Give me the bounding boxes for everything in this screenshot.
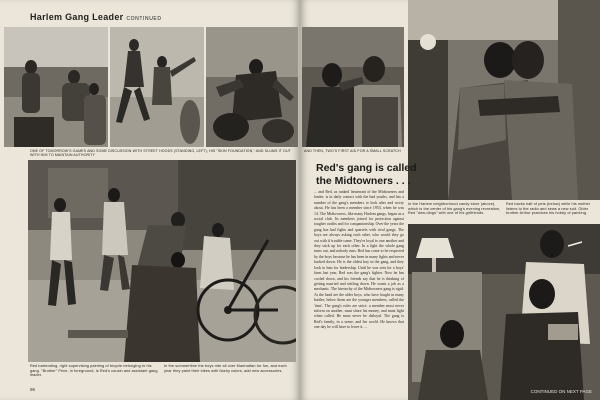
article-body-text: ... and Red, as ranked lieutenant of the Midtowners and leader, is in daily contact with the bad youths, and has a number of the gang's members to look after and worry about. He has been a member since 1953, when he was 14. The Midtowners, like many Harlem gangs, began as a social club. Its members joined for protection against tougher outfits and for companionship. Over the years the gang has had fights and quarrels with rival gangs. The boys are always asking each other, who would they go out with if trouble came. They're loyal to one another and they stick up for each other. In a fight the whole gang turns out, and nobody runs. Red has come to be respected by the boys because he has been in many fights and never backed down. He is the oldest boy in the gang, and they look to him for leadership. Until he was sent for a boys' farm last year, Red was the gang's fighter. Now he has cooled down, and his friends say that he is thinking of getting married and settling down. He wants a job as a mechanic. The hierarchy of the Midtowners gang is rigid. At the head are the older boys, who have fought in many battles; below them are the younger members, called the 'tims'. The gang's rules are strict: a member must never inform on another, must share his money, and must fight when called. He must never be disloyal. The gang is Red's family, in a sense, and his world. He knows that one day he will have to leave it. ... [314,190,404,330]
photo-candy-store-couple [408,0,600,200]
family-photo-caption: Red backs half of pets (below) while his mother listens to the radio and sews a new suit. Older brother Arthur practices his hobby of painting. [506,202,591,216]
top-photo-caption: ONE OF TOMORROW'S GAMES AND SOME DISCUSSION WITH STREET HOODS (STANDING, LEFT), HIS "SKIN FOUNDATION," AND SLUMS IT OUT WITH HIM TO MAINTAIN AUTHORITY [30,149,291,158]
headline-line-1: Red's gang is called [316,162,417,174]
bottom-caption-right: In the summertime the boys ride all over Manhattan for fun, and each year they paint their bikes with flashy colors, add new accessories. [164,364,287,373]
page-number-left: 96 [30,387,36,392]
photo-street-group [4,27,108,147]
continued-next-page: CONTINUED ON NEXT PAGE [530,389,592,394]
article-body [314,190,404,390]
article-headline [316,162,426,187]
candy-store-caption: In the Harlem neighborhood candy store (above), which is the center of his gang's evening recreation, Red "dow-dings" with one of his girlfriends. [408,202,501,216]
photo-fighting-boys [110,27,204,147]
headline-line-2: the Midtowners . . . [316,174,411,187]
photo-family-living-room [408,224,600,400]
page-header [30,12,162,22]
photo-first-aid [302,27,404,147]
header-title: Harlem Gang Leader [30,12,124,22]
photo-scuffle [206,27,298,147]
right-page [300,0,600,400]
photo-bicycle-painting [28,160,296,362]
header-continued: CONTINUED [126,16,162,22]
bottom-caption-left: Red bartending, right supervising painting of bicycle belonging to his gang. "Brother" Price, in foreground, is Red's cousin and assistant gang leader. [30,364,158,378]
first-aid-caption: AND THEN, TWO'S FIRST AID FOR A SMALL SCRATCH [304,149,401,153]
